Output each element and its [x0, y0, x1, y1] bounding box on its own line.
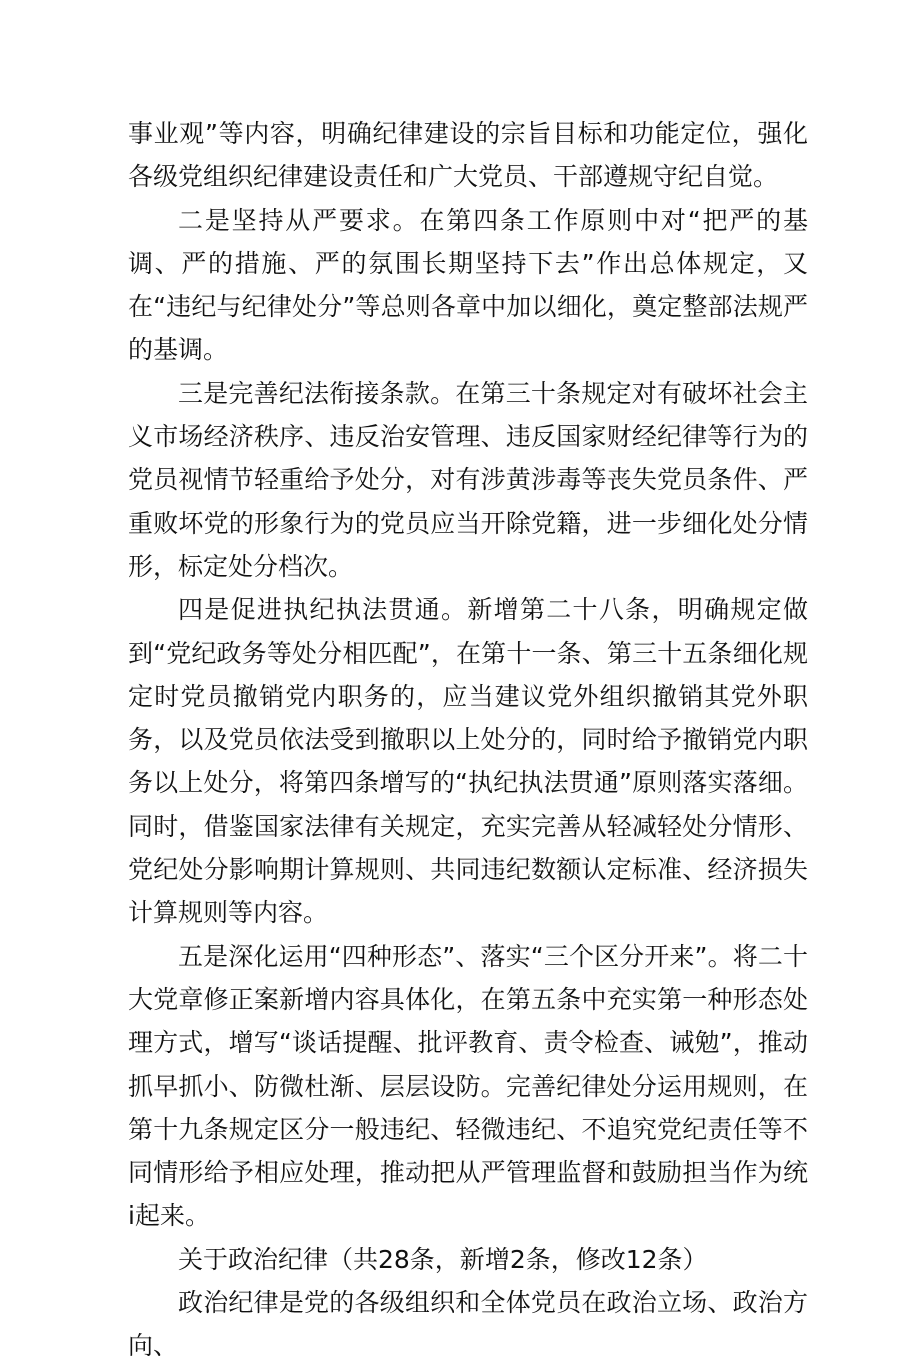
document-body [128, 112, 808, 1368]
paragraph-political-discipline: 政治纪律是党的各级组织和全体党员在政治立场、政治方向、 [128, 1288, 808, 1361]
paragraph-enforcement-integration: 四是促进执纪执法贯通。新增第二十八条，明确规定做到“党纪政务等处分相匹配”，在第十一条、第三十五条细化规定时党员撤销党内职务的，应当建议党外组织撤销其党外职务，以及党员依法受到撤职以上处分的，同时给予撤销党内职务以上处分，将第四条增写的“执纪执法贯通”原则落实落细。同时，借鉴国家法律有关规定，充实完善从轻减轻处分情形、党纪处分影响期计算规则、共同违纪数额认定标准、经济损失计算规则等内容。 [128, 595, 808, 928]
paragraph-continued: 事业观”等内容，明确纪律建设的宗旨目标和功能定位，强化各级党组织纪律建设责任和广大党员、干部遵规守纪自觉。 [128, 119, 808, 192]
paragraph-four-forms: 五是深化运用“四种形态”、落实“三个区分开来”。将二十大党章修正案新增内容具体化，在第五条中充实第一种形态处理方式，增写“谈话提醒、批评教育、责令检查、诫勉”，推动抓早抓小、防微杜渐、层层设防。完善纪律处分运用规则，在第十九条规定区分一般违纪、轻微违纪、不追究党纪责任等不同情形给予相应处理，推动把从严管理监督和鼓励担当作为统i起来。 [128, 941, 808, 1231]
section-heading-political-discipline: 关于政治纪律（共28条，新增2条，修改12条） [178, 1244, 708, 1274]
paragraph-discipline-law-linkage: 三是完善纪法衔接条款。在第三十条规定对有破坏社会主义市场经济秩序、违反治安管理、违反国家财经纪律等行为的党员视情节轻重给予处分，对有涉黄涉毒等丧失党员条件、严重败坏党的形象行为的党员应当开除党籍，进一步细化处分情形，标定处分档次。 [128, 378, 808, 581]
paragraph-strict-requirements: 二是坚持从严要求。在第四条工作原则中对“把严的基调、严的措施、严的氛围长期坚持下去”作出总体规定，又在“违纪与纪律处分”等总则各章中加以细化，奠定整部法规严的基调。 [128, 205, 808, 365]
